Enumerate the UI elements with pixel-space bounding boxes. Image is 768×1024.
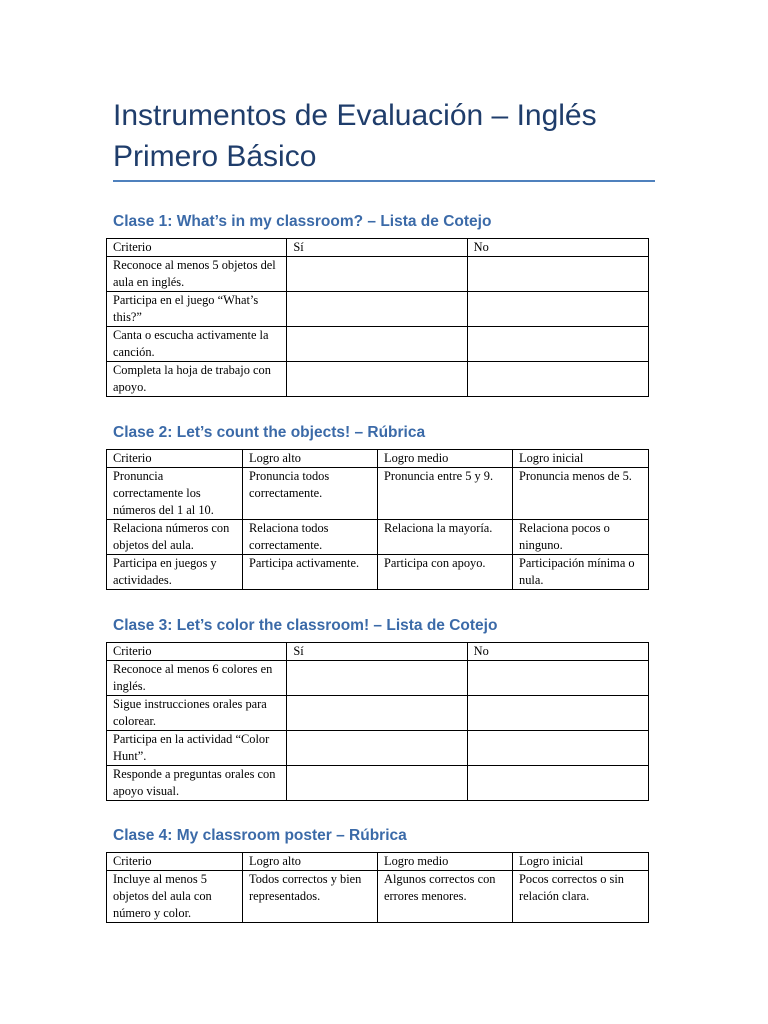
section-clase-3 bbox=[106, 616, 649, 801]
table-cell bbox=[287, 731, 467, 766]
column-header: Sí bbox=[287, 239, 467, 257]
table-header-row bbox=[107, 853, 649, 871]
table-row bbox=[107, 871, 649, 923]
section-clase-4 bbox=[106, 826, 649, 923]
title-line-1: Instrumentos de Evaluación – Inglés bbox=[113, 99, 597, 132]
table-row bbox=[107, 731, 649, 766]
criterion-cell: Completa la hoja de trabajo con apoyo. bbox=[107, 362, 287, 397]
table-row bbox=[107, 766, 649, 801]
table-cell bbox=[467, 327, 648, 362]
column-header: Logro inicial bbox=[513, 853, 649, 871]
column-header: Logro alto bbox=[243, 450, 378, 468]
table-row bbox=[107, 257, 649, 292]
column-header: Logro medio bbox=[378, 450, 513, 468]
column-header: Logro inicial bbox=[513, 450, 649, 468]
section-clase-1 bbox=[106, 212, 649, 397]
criterion-cell: Relaciona números con objetos del aula. bbox=[107, 520, 243, 555]
table-cell bbox=[467, 257, 648, 292]
table-cell bbox=[287, 327, 467, 362]
table-cell: Relaciona todos correctamente. bbox=[243, 520, 378, 555]
section-heading: Clase 4: My classroom poster – Rúbrica bbox=[113, 827, 407, 844]
criterion-cell: Reconoce al menos 5 objetos del aula en inglés. bbox=[107, 257, 287, 292]
table-cell: Pronuncia entre 5 y 9. bbox=[378, 468, 513, 520]
column-header: Logro alto bbox=[243, 853, 378, 871]
column-header: Logro medio bbox=[378, 853, 513, 871]
table-cell: Algunos correctos con errores menores. bbox=[378, 871, 513, 923]
evaluation-table bbox=[106, 238, 649, 397]
table-cell: Pronuncia menos de 5. bbox=[513, 468, 649, 520]
criterion-cell: Participa en la actividad “Color Hunt”. bbox=[107, 731, 287, 766]
table-row bbox=[107, 292, 649, 327]
section-clase-2 bbox=[106, 423, 649, 590]
criterion-cell: Participa en el juego “What’s this?” bbox=[107, 292, 287, 327]
table-cell bbox=[287, 257, 467, 292]
table-row bbox=[107, 661, 649, 696]
table-header-row bbox=[107, 239, 649, 257]
table-cell: Participa activamente. bbox=[243, 555, 378, 590]
column-header: No bbox=[467, 239, 648, 257]
table-row bbox=[107, 555, 649, 590]
table-cell bbox=[467, 362, 648, 397]
table-cell bbox=[287, 362, 467, 397]
table-cell: Relaciona pocos o ninguno. bbox=[513, 520, 649, 555]
column-header: Criterio bbox=[107, 450, 243, 468]
table-row bbox=[107, 327, 649, 362]
evaluation-table bbox=[106, 449, 649, 590]
table-cell bbox=[467, 292, 648, 327]
table-cell bbox=[467, 766, 648, 801]
column-header: No bbox=[467, 643, 648, 661]
table-cell bbox=[287, 292, 467, 327]
table-cell bbox=[467, 731, 648, 766]
table-header-row bbox=[107, 643, 649, 661]
title-divider bbox=[113, 180, 655, 182]
criterion-cell: Canta o escucha activamente la canción. bbox=[107, 327, 287, 362]
section-heading: Clase 1: What’s in my classroom? – Lista de Cotejo bbox=[113, 213, 492, 230]
criterion-cell: Responde a preguntas orales con apoyo visual. bbox=[107, 766, 287, 801]
column-header: Sí bbox=[287, 643, 467, 661]
table-row bbox=[107, 696, 649, 731]
evaluation-table bbox=[106, 852, 649, 923]
criterion-cell: Sigue instrucciones orales para colorear. bbox=[107, 696, 287, 731]
criterion-cell: Incluye al menos 5 objetos del aula con número y color. bbox=[107, 871, 243, 923]
table-cell: Todos correctos y bien representados. bbox=[243, 871, 378, 923]
table-cell bbox=[467, 661, 648, 696]
table-row bbox=[107, 468, 649, 520]
criterion-cell: Pronuncia correctamente los números del 1 al 10. bbox=[107, 468, 243, 520]
table-cell bbox=[467, 696, 648, 731]
table-cell bbox=[287, 696, 467, 731]
table-row bbox=[107, 362, 649, 397]
section-heading: Clase 2: Let’s count the objects! – Rúbrica bbox=[113, 424, 426, 441]
criterion-cell: Participa en juegos y actividades. bbox=[107, 555, 243, 590]
table-header-row bbox=[107, 450, 649, 468]
column-header: Criterio bbox=[107, 239, 287, 257]
section-heading: Clase 3: Let’s color the classroom! – Lista de Cotejo bbox=[113, 617, 498, 634]
table-cell: Participación mínima o nula. bbox=[513, 555, 649, 590]
table-cell: Participa con apoyo. bbox=[378, 555, 513, 590]
table-cell bbox=[287, 661, 467, 696]
table-cell: Pronuncia todos correctamente. bbox=[243, 468, 378, 520]
table-cell bbox=[287, 766, 467, 801]
criterion-cell: Reconoce al menos 6 colores en inglés. bbox=[107, 661, 287, 696]
table-row bbox=[107, 520, 649, 555]
column-header: Criterio bbox=[107, 643, 287, 661]
table-cell: Pocos correctos o sin relación clara. bbox=[513, 871, 649, 923]
evaluation-table bbox=[106, 642, 649, 801]
column-header: Criterio bbox=[107, 853, 243, 871]
document-title bbox=[113, 95, 673, 177]
table-cell: Relaciona la mayoría. bbox=[378, 520, 513, 555]
title-line-2: Primero Básico bbox=[113, 140, 317, 173]
